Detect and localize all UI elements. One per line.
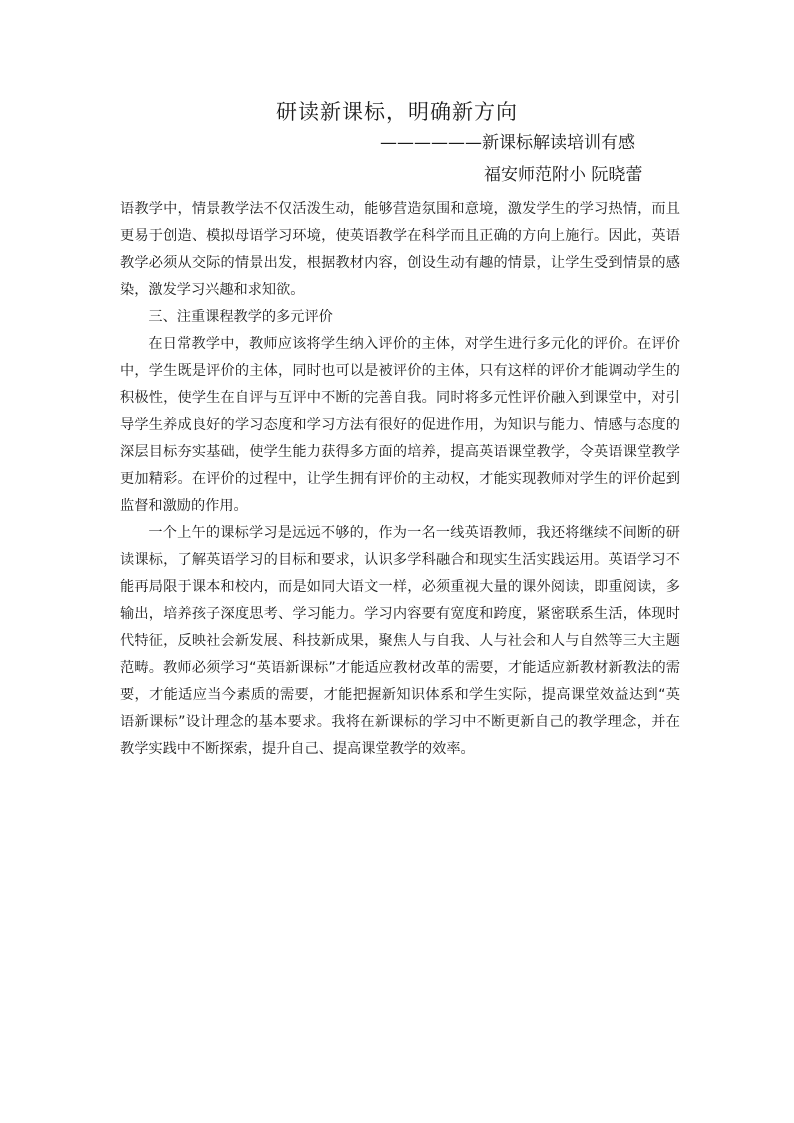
paragraph-continuation: 语教学中，情景教学法不仅活泼生动，能够营造氛围和意境，激发学生的学习热情，而且更易于创造、模拟母语学习环境，使英语教学在科学而且正确的方向上施行。因此，英语教学必须从交际的情景出发，根据教材内容，创设生动有趣的情景，让学生受到情景的感染，激发学习兴趣和求知欲。 xyxy=(120,201,680,298)
page-title: 研读新课标，明确新方向 xyxy=(276,100,518,124)
paragraph: 一个上午的课标学习是远远不够的，作为一名一线英语教师，我还将继续不间断的研读课标，了解英语学习的目标和要求，认识多学科融合和现实生活实践运用。英语学习不能再局限于课本和校内，而是如同大语文一样，必须重视大量的课外阅读，即重阅读，多输出，培养孩子深度思考、学习能力。学习内容要有宽度和跨度，紧密联系生活，体现时代特征，反映社会新发展、科技新成果，聚焦人与自我、人与社会和人与自然等三大主题范畴。教师必须学习“英语新课标”才能适应教材改革的需要，才能适应新教材新教法的需要，才能适应当今素质的需要，才能把握新知识体系和学生实际，提高课堂效益达到“英语新课标”设计理念的基本要求。我将在新课标的学习中不断更新自己的教学理念，并在教学实践中不断探索，提升自己、提高课堂教学的效率。 xyxy=(120,525,680,757)
page-subtitle: ——————新课标解读培训有感 xyxy=(380,133,635,153)
paragraph: 在日常教学中，教师应该将学生纳入评价的主体，对学生进行多元化的评价。在评价中，学生既是评价的主体，同时也可以是被评价的主体，只有这样的评价才能调动学生的积极性，使学生在自评与互评中不断的完善自我。同时将多元性评价融入到课堂中，对引导学生养成良好的学习态度和学习方法有很好的促进作用，为知识与能力、情感与态度的深层目标夯实基础，使学生能力获得多方面的培养，提高英语课堂教学，令英语课堂教学更加精彩。在评价的过程中，让学生拥有评价的主动权，才能实现教师对学生的评价起到监督和激励的作用。 xyxy=(120,336,680,514)
author-line: 福安师范附小 阮晓蕾 xyxy=(484,165,643,185)
body-text xyxy=(120,196,680,763)
section-heading: 三、注重课程教学的多元评价 xyxy=(148,309,333,325)
